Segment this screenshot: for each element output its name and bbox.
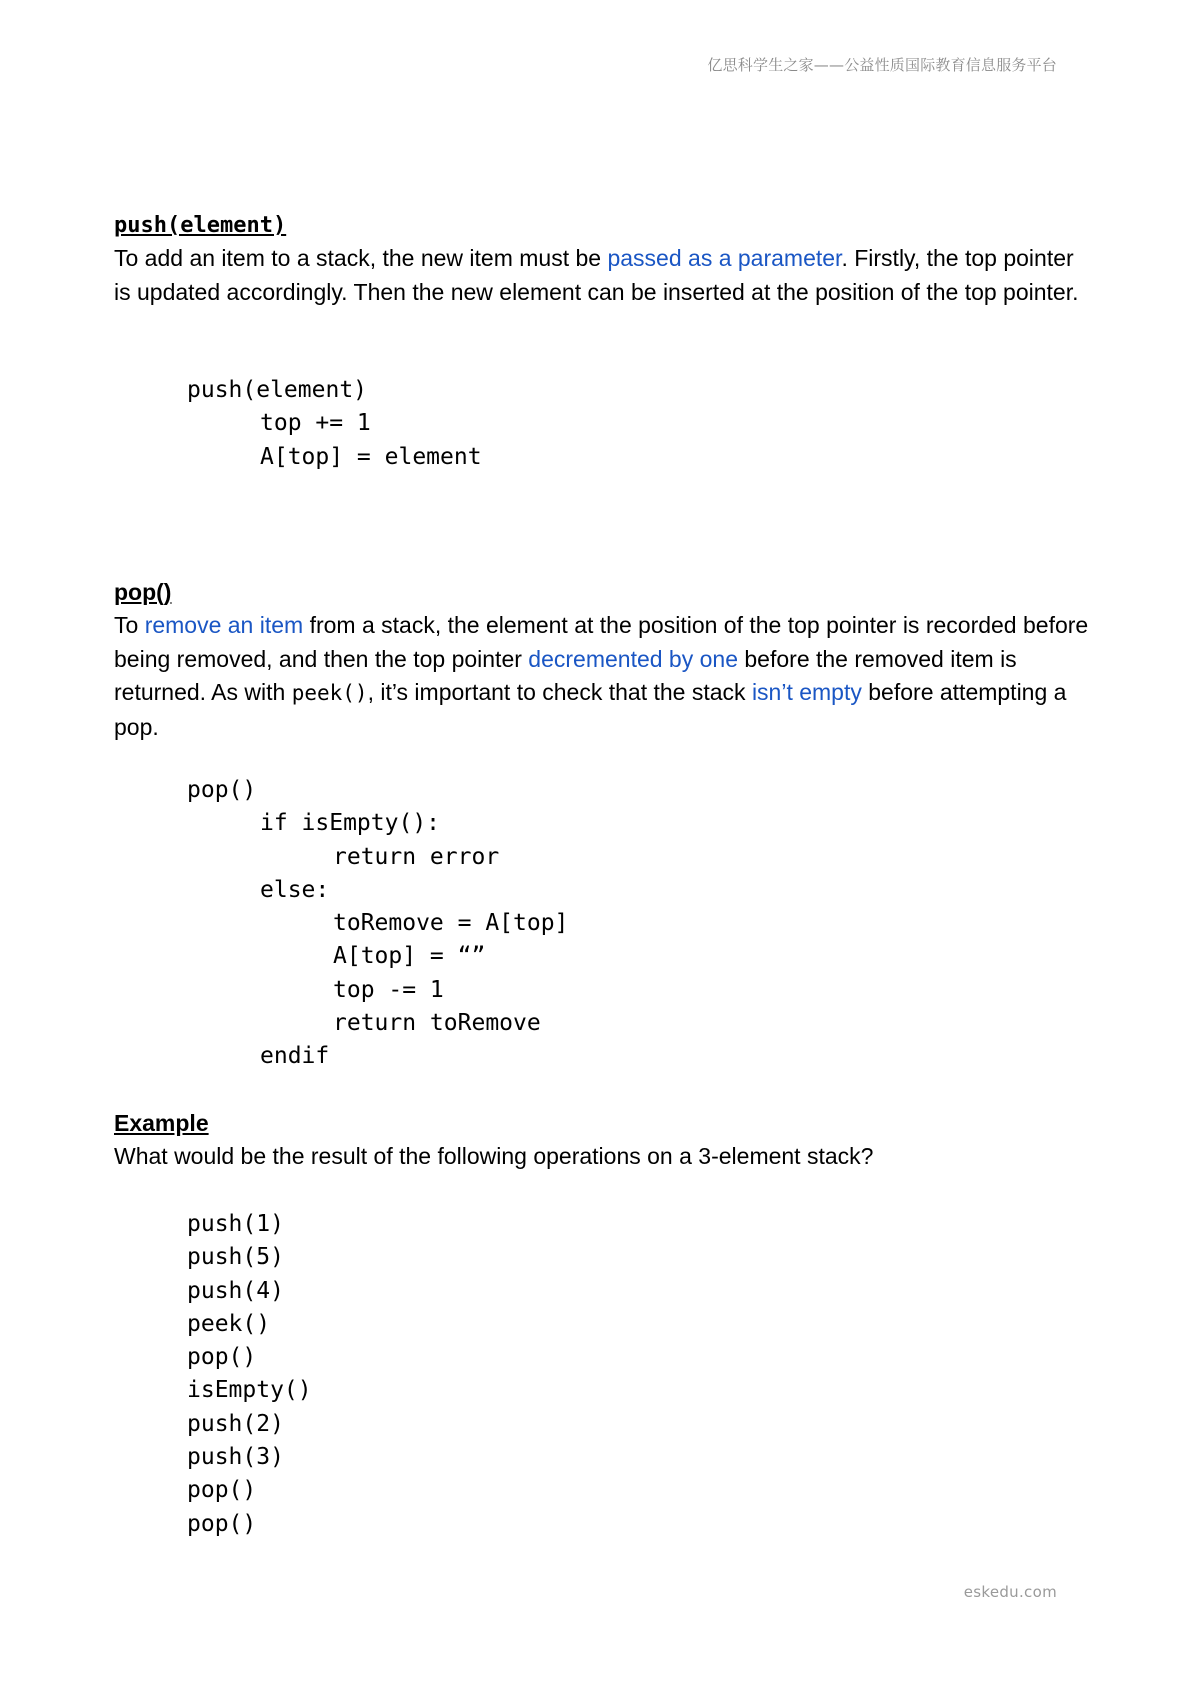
pop-desc-text-4: , it’s important to check that the stack [367, 679, 752, 705]
push-heading: push(element) [114, 213, 287, 238]
code-line: isEmpty() [187, 1377, 312, 1404]
code-line: push(element) [187, 377, 368, 403]
example-description: What would be the result of the following operations on a 3-element stack? [114, 1143, 874, 1169]
code-line: top += 1 [260, 410, 371, 437]
push-desc-text-2: . Firstly, the top pointer is updated accordingly. Then the new element can be inserted at the position of the top pointer. [114, 245, 1079, 305]
code-line: push(1) [187, 1211, 284, 1237]
code-line: pop() [187, 1477, 257, 1504]
push-description [114, 242, 1094, 309]
code-line: top -= 1 [333, 976, 444, 1003]
pop-desc-text-5: before attempting a pop. [114, 679, 1067, 740]
code-line: push(3) [187, 1444, 284, 1471]
example-code-block [114, 1208, 1094, 1541]
pop-desc-highlight-3: isn’t empty [751, 679, 862, 705]
code-line: return error [333, 843, 500, 870]
code-line: return toRemove [333, 1010, 541, 1037]
pop-description [114, 609, 1094, 744]
code-line: if isEmpty(): [260, 810, 441, 837]
example-heading: Example [114, 1110, 209, 1136]
pop-desc-text-3: before the removed item is returned. As with [114, 645, 1017, 705]
code-line: peek() [187, 1310, 271, 1337]
push-code-block [114, 374, 1094, 474]
pop-desc-inline-code: peek() [291, 681, 368, 705]
code-line: toRemove = A[top] [333, 910, 569, 937]
pop-desc-highlight-1: remove an item [144, 612, 304, 638]
pop-section [114, 576, 1094, 744]
code-line: pop() [187, 1510, 257, 1537]
pop-desc-text-1: To [114, 612, 145, 638]
code-line: A[top] = element [260, 443, 482, 470]
code-line: A[top] = “” [333, 943, 486, 970]
code-line: push(5) [187, 1244, 284, 1271]
code-line: else: [260, 876, 330, 903]
pop-heading: pop() [114, 579, 172, 605]
code-line: pop() [187, 777, 257, 803]
code-line: endif [260, 1043, 330, 1070]
push-desc-text-1: To add an item to a stack, the new item must be [114, 245, 608, 271]
pop-code-block [114, 774, 1094, 1074]
code-line: push(2) [187, 1410, 284, 1437]
push-desc-highlight-1: passed as a parameter [607, 245, 842, 271]
code-line: push(4) [187, 1277, 284, 1304]
pop-desc-text-2: from a stack, the element at the position of the top pointer is recorded before being removed, and then the top pointer [114, 612, 1089, 672]
pop-desc-highlight-2: decremented by one [528, 645, 738, 672]
page-header-note: 亿思科学生之家——公益性质国际教育信息服务平台 [707, 56, 1057, 74]
push-section [114, 209, 1094, 309]
example-section [114, 1107, 1094, 1174]
page-footer-note: eskedu.com [963, 1583, 1057, 1601]
code-line: pop() [187, 1344, 257, 1371]
